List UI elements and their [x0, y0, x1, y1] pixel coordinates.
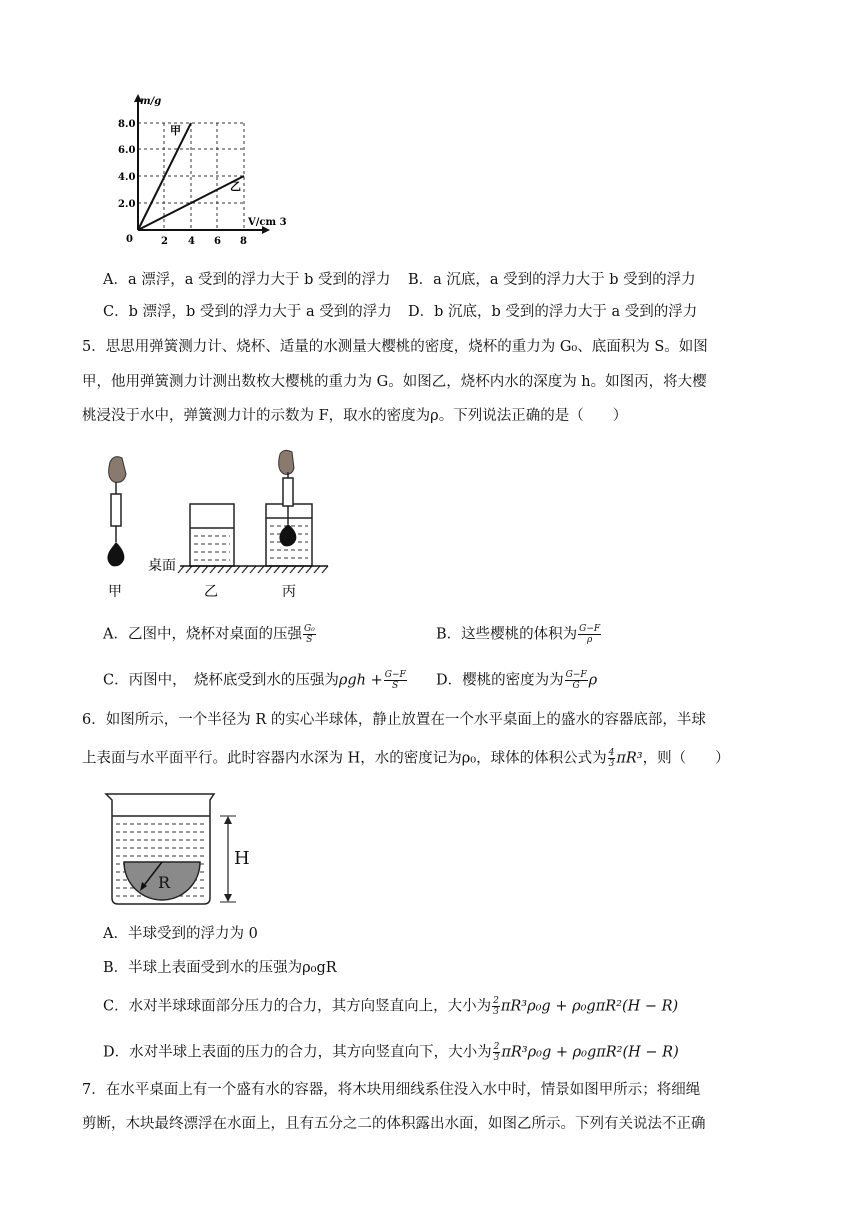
q4-option-a[interactable]: A．a 漂浮，a 受到的浮力大于 b 受到的浮力	[103, 272, 391, 288]
fraction: $\frac{\text{G₀}}{S}$	[303, 624, 315, 645]
spring-scale-icon	[111, 494, 121, 526]
q4-option-c[interactable]: C．b 漂浮，b 受到的浮力大于 a 受到的浮力	[103, 304, 392, 320]
q5-stem-line-1: 5．思思用弹簧测力计、烧杯、适量的水测量大樱桃的密度，烧杯的重力为 G₀、底面积为 S。如图	[82, 339, 708, 355]
y-tick: 8.0	[118, 119, 136, 130]
x-tick: 4	[188, 236, 195, 247]
fraction: $\frac{G-F}{\rho}$	[579, 624, 601, 645]
q5-option-a[interactable]	[103, 624, 317, 645]
q5-option-a-text: A．乙图中，烧杯对桌面的压强	[103, 626, 302, 643]
origin-label: 0	[126, 234, 133, 245]
fraction: $\frac{4}{3}$	[608, 748, 615, 769]
q6-figure	[104, 790, 264, 910]
desk-label: 桌面	[148, 558, 176, 574]
spring-scale-icon	[283, 478, 293, 506]
hand-icon	[109, 457, 126, 483]
depth-label: H	[234, 848, 250, 869]
q4-option-d[interactable]: D．b 沉底，b 受到的浮力大于 a 受到的浮力	[408, 304, 698, 320]
y-axis-label: m/g	[140, 96, 162, 107]
label-jia: 甲	[170, 124, 181, 137]
q6-option-b[interactable]: B．半球上表面受到水的压强为ρ₀gR	[103, 960, 337, 976]
q5-option-b-text: B．这些樱桃的体积为	[436, 626, 578, 643]
y-tick: 2.0	[118, 199, 136, 210]
q6-stem-line-2: 上表面与水平面平行。此时容器内水深为 H，水的密度记为ρ₀，球体的体积公式为 $\frac{4}{3}$ πR³，则（ ）	[82, 748, 730, 769]
mass-volume-graph	[118, 92, 287, 252]
beaker-icon	[190, 504, 234, 566]
y-tick: 4.0	[118, 172, 136, 183]
q5-option-c-expr: ρgh +	[338, 672, 383, 689]
q5-figure	[96, 452, 336, 604]
q4-option-b[interactable]: B．a 沉底，a 受到的浮力大于 b 受到的浮力	[408, 272, 696, 288]
q7-stem-line-2: 剪断，木块最终漂浮在水面上，且有五分之二的体积露出水面，如图乙所示。下列有关说法不正确	[82, 1116, 706, 1132]
q5-option-d-tail: ρ	[588, 672, 598, 689]
fraction: $\frac{G-F}{G}$	[565, 670, 587, 691]
q6-option-c[interactable]: C．水对半球球面部分压力的合力，其方向竖直向上，大小为 $\frac{2}{3}$ πR³ρ₀g + ρ₀gπR²(H − R)	[103, 996, 679, 1017]
x-tick: 6	[214, 236, 221, 247]
q6-stem-line-1: 6．如图所示，一个半径为 R 的实心半球体，静止放置在一个水平桌面上的盛水的容器底部，半球	[82, 712, 706, 728]
radius-label: R	[158, 873, 171, 892]
y-tick: 6.0	[118, 145, 136, 156]
cherries-icon	[107, 542, 124, 566]
x-axis-label: V/cm 3	[248, 217, 287, 228]
fraction: $\frac{2}{3}$	[493, 996, 499, 1017]
q6-option-a[interactable]: A．半球受到的浮力为 0	[103, 926, 258, 942]
q5-option-d-text: D．樱桃的密度为为	[436, 672, 564, 689]
q5-option-b[interactable]	[436, 624, 602, 645]
figure-label-jia: 甲	[108, 584, 122, 600]
fraction: $\frac{2}{3}$	[493, 1042, 500, 1063]
figure-label-bing: 丙	[282, 584, 296, 600]
x-tick: 8	[240, 236, 247, 247]
label-yi: 乙	[230, 180, 241, 193]
hand-icon	[279, 450, 294, 474]
q5-stem-line-2: 甲，他用弹簧测力计测出数枚大樱桃的重力为 G。如图乙，烧杯内水的深度为 h。如图丙，将大樱	[82, 374, 707, 390]
fraction: $\frac{G-F}{S}$	[384, 670, 406, 691]
q7-stem-line-1: 7．在水平桌面上有一个盛有水的容器，将木块用细线系住没入水中时，情景如图甲所示；将细绳	[82, 1082, 701, 1098]
q5-option-c[interactable]	[103, 670, 408, 691]
q5-stem-line-3: 桃浸没于水中，弹簧测力计的示数为 F，取水的密度为ρ。下列说法正确的是（ ）	[82, 408, 628, 424]
q5-option-d[interactable]	[436, 670, 597, 691]
q6-option-d[interactable]: D．水对半球上表面的压力的合力，其方向竖直向下，大小为 $\frac{2}{3}$ πR³ρ₀g + ρ₀gπR²(H − R)	[103, 1042, 679, 1063]
x-tick: 2	[161, 236, 168, 247]
q5-option-c-text: C．丙图中， 烧杯底受到水的压强为	[103, 672, 339, 689]
figure-label-yi: 乙	[204, 584, 218, 600]
